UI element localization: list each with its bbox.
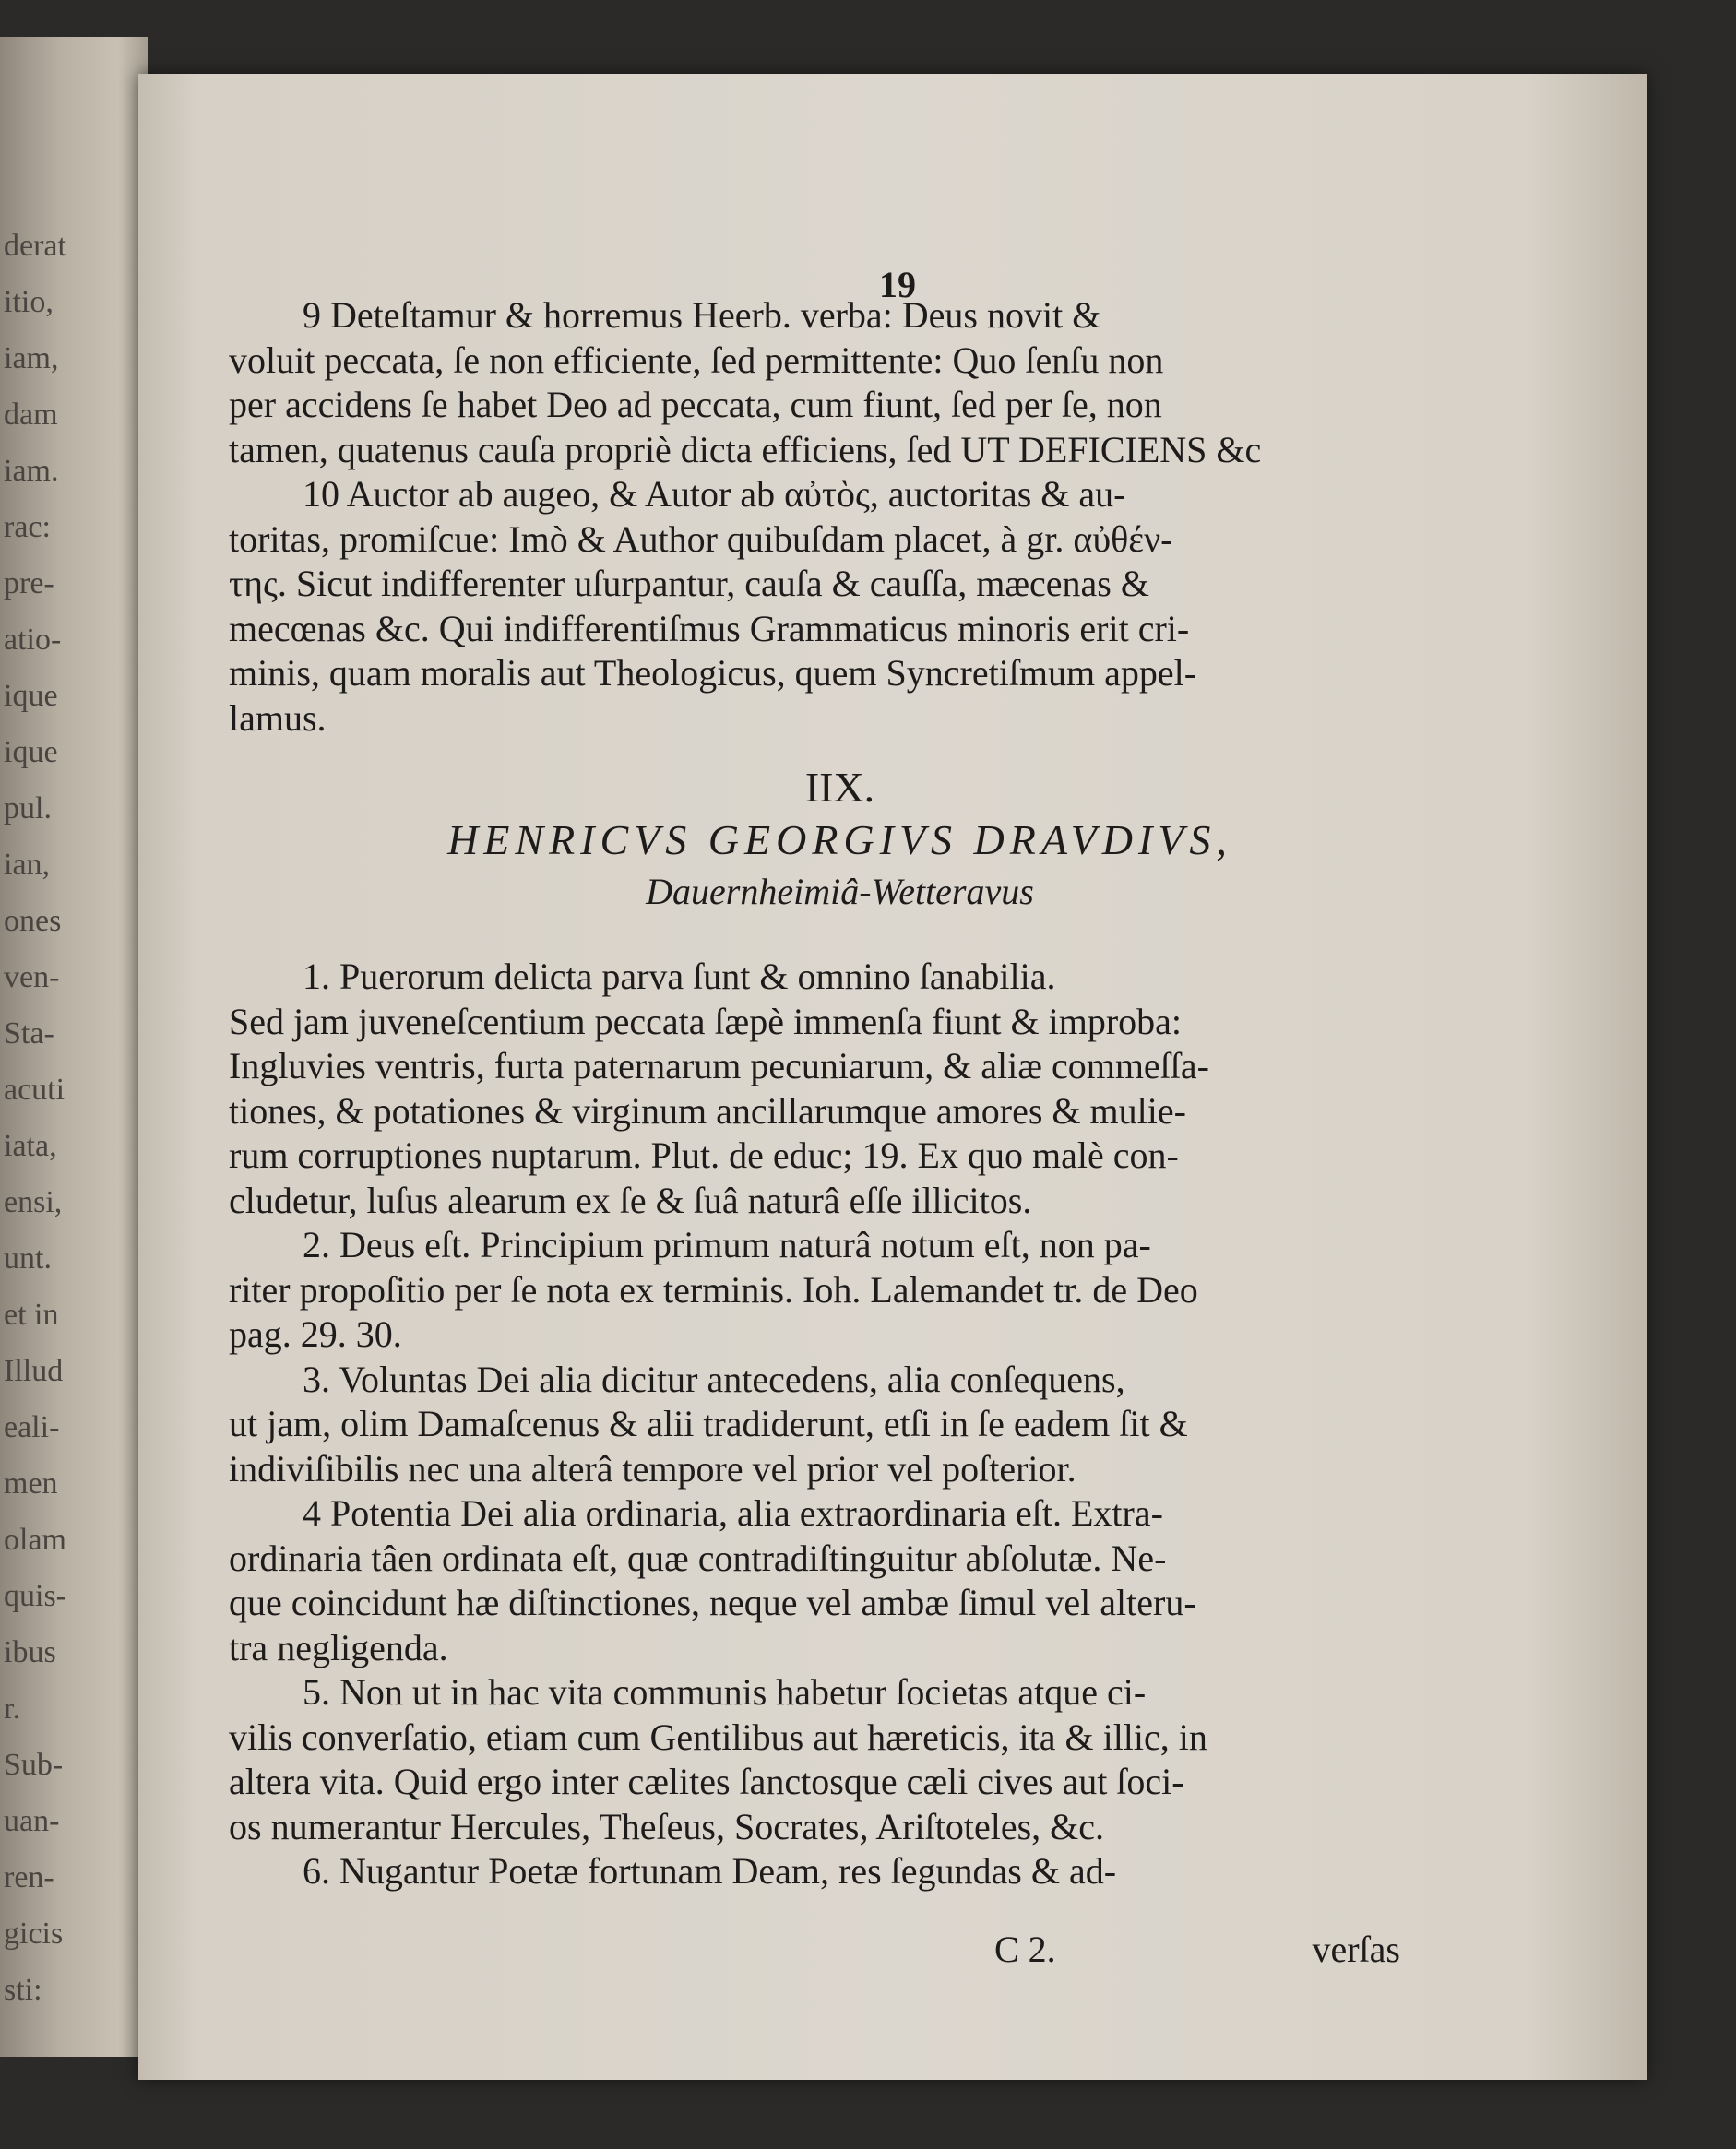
theses-body — [229, 955, 1451, 1894]
left-page-fragment: ibus — [4, 1635, 56, 1669]
text-line: 6. Nugantur Poetæ fortunam Deam, res ſegundas & ad- — [303, 1850, 1117, 1892]
text-line: toritas, promiſcue: Imò & Author quibuſdam placet, à gr. αὐθέν- — [229, 517, 1173, 560]
section-number: IIX. — [804, 764, 875, 811]
left-page-fragment: r. — [4, 1692, 20, 1726]
left-page-fragment: ique — [4, 679, 58, 713]
left-page-fragment: ones — [4, 904, 62, 938]
left-page-fragment: Sta- — [4, 1016, 54, 1051]
text-line: Sed jam juveneſcentium peccata ſæpè immenſa fiunt & improba: — [229, 1000, 1183, 1042]
left-page-fragment: iam, — [4, 341, 59, 375]
signature-mark: C 2. — [994, 1929, 1056, 1970]
text-line: altera vita. Quid ergo inter cælites ſanctosque cæli cives aut ſoci- — [229, 1761, 1184, 1802]
text-line: os numerantur Hercules, Theſeus, Socrates, Ariſtoteles, &c. — [229, 1805, 1105, 1847]
text-line: lamus. — [229, 696, 327, 739]
left-page-fragment: gicis — [4, 1917, 64, 1951]
text-line: 9 Deteſtamur & horremus Heerb. verba: Deus novit & — [303, 294, 1101, 336]
text-line: voluit peccata, ſe non efficiente, ſed permittente: Quo ſenſu non — [229, 338, 1164, 381]
left-page-fragment: ian, — [4, 848, 51, 882]
left-page-fragment: iata, — [4, 1129, 57, 1163]
text-line: riter propoſitio per ſe nota ex terminis. Ioh. Lalemandet tr. de Deo — [229, 1268, 1198, 1311]
left-page-fragment: ensi, — [4, 1185, 63, 1219]
text-line: tamen, quatenus cauſa propriè dicta efficiens, ſed UT DEFICIENS &c — [229, 428, 1262, 470]
left-page-fragment: quis- — [4, 1579, 66, 1613]
left-page-fragment: eali- — [4, 1410, 60, 1444]
text-line: que coincidunt hæ diſtinctiones, neque vel ambæ ſimul vel alteru- — [229, 1582, 1196, 1623]
text-line: 4 Potentia Dei alia ordinaria, alia extraordinaria eſt. Extra- — [303, 1492, 1163, 1534]
left-page-fragment: pre- — [4, 566, 54, 600]
text-line: 2. Deus eſt. Principium primum naturâ notum eſt, non pa- — [303, 1224, 1151, 1265]
text-line: ut jam, olim Damaſcenus & alii tradiderunt, etſi in ſe eadem ſit & — [229, 1403, 1188, 1444]
left-page-fragment: pul. — [4, 791, 52, 825]
text-line: rum corruptiones nuptarum. Plut. de educ; 19. Ex quo malè con- — [229, 1134, 1179, 1176]
text-line: ordinaria tâen ordinata eſt, quæ contradiſtinguitur abſolutæ. Ne- — [229, 1537, 1167, 1579]
text-line: minis, quam moralis aut Theologicus, quem Syncretiſmum appel- — [229, 652, 1197, 694]
text-block — [229, 184, 1451, 1894]
left-page-fragment: ique — [4, 735, 58, 769]
left-page-fragment: sti: — [4, 1973, 42, 2007]
page-number: 19 — [879, 264, 916, 305]
left-page-fragment: dam — [4, 398, 58, 432]
text-line: tra negligenda. — [229, 1626, 448, 1668]
catchword: verſas — [1312, 1929, 1400, 1970]
author-name: HENRICVS GEORGIVS DRAVDIVS, — [447, 816, 1232, 863]
text-line: cludetur, luſus alearum ex ſe & ſuâ naturâ eſſe illicitos. — [229, 1179, 1032, 1221]
left-page-fragment: itio, — [4, 285, 54, 319]
left-page-fragment: ren- — [4, 1860, 54, 1894]
left-page-fragment: rac: — [4, 510, 51, 544]
paragraph-top — [229, 293, 1451, 741]
text-line: mecœnas &c. Qui indifferentiſmus Grammaticus minoris erit cri- — [229, 607, 1190, 649]
left-page-fragment: et in — [4, 1298, 59, 1332]
text-line: vilis converſatio, etiam cum Gentilibus aut hæreticis, ita & illic, in — [229, 1716, 1207, 1758]
text-line: 3. Voluntas Dei alia dicitur antecedens, alia conſequens, — [303, 1358, 1125, 1400]
left-page-fragment: Sub- — [4, 1748, 64, 1782]
left-page-fragment: atio- — [4, 623, 62, 657]
left-page-fragment: ven- — [4, 960, 60, 994]
text-line: per accidens ſe habet Deo ad peccata, cum fiunt, ſed per ſe, non — [229, 384, 1162, 425]
text-line: Ingluvies ventris, furta paternarum pecuniarum, & aliæ commeſſa- — [229, 1045, 1209, 1086]
text-line: tiones, & potationes & virginum ancillarumque amores & mulie- — [229, 1089, 1186, 1132]
text-line: 10 Auctor ab augeo, & Autor ab αὐτὸς, auctoritas & au- — [303, 473, 1126, 515]
left-page-fragment: acuti — [4, 1073, 65, 1107]
author-origin: Dauernheimiâ-Wetteravus — [646, 871, 1034, 912]
left-page-fragment: olam — [4, 1523, 66, 1557]
left-page-fragment: iam. — [4, 454, 59, 488]
left-page-edge — [0, 37, 148, 2057]
left-page-fragment: derat — [4, 229, 66, 263]
left-page-fragment: men — [4, 1466, 58, 1501]
text-line: της. Sicut indifferenter uſurpantur, cauſa & cauſſa, mæcenas & — [229, 563, 1149, 604]
page-number-spacer — [229, 184, 1451, 293]
left-page-fragment: uan- — [4, 1804, 60, 1838]
book-page — [138, 74, 1647, 2080]
left-page-fragment: unt. — [4, 1241, 52, 1276]
text-line: indiviſibilis nec una alterâ tempore vel prior vel poſterior. — [229, 1447, 1076, 1490]
left-page-fragment: Illud — [4, 1354, 64, 1388]
text-line: 1. Puerorum delicta parva ſunt & omnino ſanabilia. — [303, 956, 1056, 997]
text-line: 5. Non ut in hac vita communis habetur ſocietas atque ci- — [303, 1671, 1147, 1713]
text-line: pag. 29. 30. — [229, 1313, 402, 1355]
